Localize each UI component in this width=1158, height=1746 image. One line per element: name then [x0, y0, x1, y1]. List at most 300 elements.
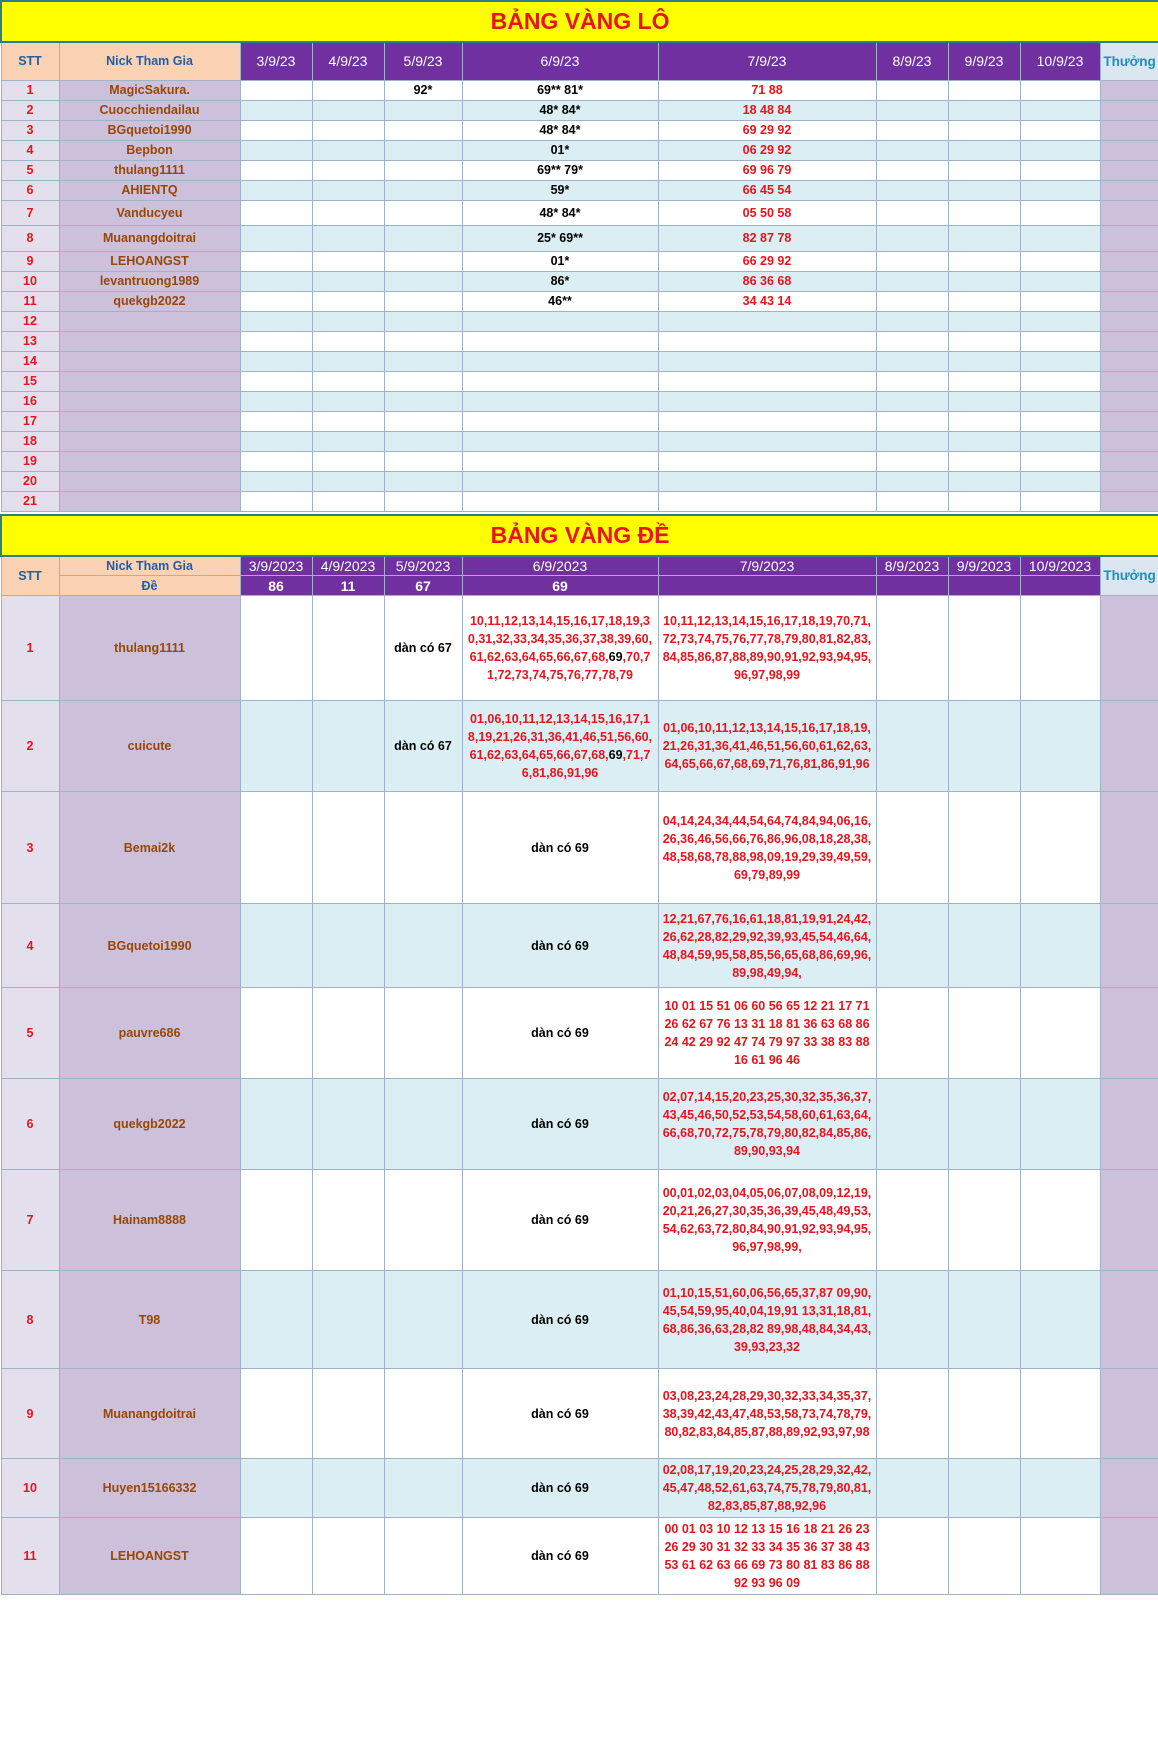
lo-cell-d8: [876, 100, 948, 120]
lo-cell-d7: 66 45 54: [658, 180, 876, 200]
lo-nick: [59, 411, 240, 431]
de-cell-d8: [876, 792, 948, 904]
de-cell-d5: [384, 1369, 462, 1459]
lo-nick: [59, 311, 240, 331]
de-cell-d5: [384, 904, 462, 988]
de-cell-d4: [312, 1079, 384, 1170]
lo-cell-d5: [384, 331, 462, 351]
lo-nick: [59, 471, 240, 491]
de-cell-d5: [384, 1518, 462, 1595]
lo-cell-d5: [384, 391, 462, 411]
de-result: 11: [312, 576, 384, 596]
lo-cell-d9: [948, 200, 1020, 225]
lo-table-row: [1, 200, 1158, 225]
lo-stt: 17: [1, 411, 59, 431]
de-nick: T98: [59, 1271, 240, 1369]
de-cell-d7: 00 01 03 10 12 13 15 16 18 21 26 23 26 29 30 31 32 33 34 35 36 37 38 43 53 61 62 63 66 69 73 80 81 83 86 88 92 93 96 09: [658, 1518, 876, 1595]
de-cell-d6: [462, 904, 658, 988]
lo-header-date: 10/9/23: [1020, 42, 1100, 80]
lo-cell-d9: [948, 451, 1020, 471]
lo-cell-d8: [876, 311, 948, 331]
de-cell-thuong: [1100, 1079, 1158, 1170]
lo-table-row: [1, 491, 1158, 511]
de-cell-thuong: [1100, 792, 1158, 904]
de-cell-d3: [240, 904, 312, 988]
de-d6-numbers: dàn có 69: [531, 1312, 589, 1327]
lo-table-row: [1, 80, 1158, 100]
de-cell-d3: [240, 1170, 312, 1271]
lo-stt: 1: [1, 80, 59, 100]
lo-cell-d3: [240, 411, 312, 431]
lo-cell-d4: [312, 371, 384, 391]
lo-cell-d8: [876, 271, 948, 291]
lo-cell-d9: [948, 411, 1020, 431]
lo-cell-d7: 06 29 92: [658, 140, 876, 160]
lo-cell-thuong: [1100, 351, 1158, 371]
de-cell-d4: [312, 701, 384, 792]
lo-header-date: 4/9/23: [312, 42, 384, 80]
lo-cell-d10: [1020, 331, 1100, 351]
lo-table-row: [1, 180, 1158, 200]
de-d6-numbers: dàn có 69: [531, 1213, 589, 1227]
de-cell-d5: dàn có 67: [384, 596, 462, 701]
de-cell-d10: [1020, 701, 1100, 792]
lo-cell-d5: [384, 251, 462, 271]
de-cell-d4: [312, 988, 384, 1079]
lo-cell-d5: [384, 431, 462, 451]
lo-cell-d4: [312, 120, 384, 140]
de-cell-d8: [876, 904, 948, 988]
lo-cell-d9: [948, 431, 1020, 451]
de-cell-d10: [1020, 596, 1100, 701]
de-cell-d5: dàn có 67: [384, 701, 462, 792]
lo-cell-d4: [312, 391, 384, 411]
de-d6-numbers: dàn có 69: [531, 1026, 589, 1040]
de-d6-hit: 69: [608, 748, 623, 762]
lo-cell-thuong: [1100, 371, 1158, 391]
lo-cell-d4: [312, 271, 384, 291]
lo-nick: thulang1111: [59, 160, 240, 180]
lo-cell-thuong: [1100, 160, 1158, 180]
lo-cell-d6: 69** 79*: [462, 160, 658, 180]
de-nick: Huyen15166332: [59, 1459, 240, 1518]
de-cell-d4: [312, 792, 384, 904]
lo-cell-d6: [462, 351, 658, 371]
de-cell-d3: [240, 1079, 312, 1170]
lo-cell-d3: [240, 431, 312, 451]
lo-cell-d8: [876, 200, 948, 225]
lo-cell-d10: [1020, 311, 1100, 331]
de-stt: 6: [1, 1079, 59, 1170]
lo-cell-d10: [1020, 271, 1100, 291]
lo-cell-d8: [876, 120, 948, 140]
de-nick: quekgb2022: [59, 1079, 240, 1170]
lo-cell-d7: [658, 391, 876, 411]
lo-cell-thuong: [1100, 291, 1158, 311]
lo-cell-d6: 69** 81*: [462, 80, 658, 100]
de-cell-d8: [876, 1369, 948, 1459]
lo-nick: [59, 371, 240, 391]
de-result: [658, 576, 876, 596]
lo-cell-d7: [658, 491, 876, 511]
de-table-row: [1, 904, 1158, 988]
de-stt: 4: [1, 904, 59, 988]
lo-cell-d9: [948, 225, 1020, 251]
lo-cell-thuong: [1100, 251, 1158, 271]
de-cell-d6: [462, 1170, 658, 1271]
de-cell-d10: [1020, 1170, 1100, 1271]
de-header-date: 5/9/2023: [384, 556, 462, 576]
de-cell-thuong: [1100, 904, 1158, 988]
lo-cell-d6: [462, 471, 658, 491]
lo-cell-d9: [948, 471, 1020, 491]
de-cell-d6: [462, 1079, 658, 1170]
de-d6-numbers-rest: ,71,76,81,86,91,96: [521, 748, 651, 780]
lo-cell-d7: [658, 471, 876, 491]
lo-table-row: [1, 251, 1158, 271]
lo-header-date: 9/9/23: [948, 42, 1020, 80]
lo-nick: BGquetoi1990: [59, 120, 240, 140]
lo-cell-d7: 71 88: [658, 80, 876, 100]
lo-cell-d5: [384, 291, 462, 311]
de-stt: 9: [1, 1369, 59, 1459]
lo-cell-d7: [658, 411, 876, 431]
de-nick: thulang1111: [59, 596, 240, 701]
de-cell-d9: [948, 596, 1020, 701]
de-cell-d4: [312, 1170, 384, 1271]
lo-cell-d3: [240, 180, 312, 200]
lo-cell-d5: [384, 120, 462, 140]
de-cell-d9: [948, 792, 1020, 904]
de-cell-d8: [876, 701, 948, 792]
de-nick: pauvre686: [59, 988, 240, 1079]
de-cell-d4: [312, 596, 384, 701]
de-header-date: 4/9/2023: [312, 556, 384, 576]
lo-cell-d10: [1020, 251, 1100, 271]
lo-cell-d4: [312, 471, 384, 491]
lo-table-row: [1, 451, 1158, 471]
lo-header-date: 3/9/23: [240, 42, 312, 80]
de-result: 86: [240, 576, 312, 596]
lo-cell-d8: [876, 351, 948, 371]
lo-cell-d6: [462, 451, 658, 471]
lo-cell-d5: [384, 100, 462, 120]
lo-table-row: [1, 160, 1158, 180]
lo-cell-d3: [240, 100, 312, 120]
lo-stt: 4: [1, 140, 59, 160]
de-table-row: [1, 1271, 1158, 1369]
de-cell-d7: 01,06,10,11,12,13,14,15,16,17,18,19,21,26,31,36,41,46,51,56,60,61,62,63,64,65,66,67,68,69,71,76,81,86,91,96: [658, 701, 876, 792]
lo-cell-d8: [876, 291, 948, 311]
de-cell-thuong: [1100, 1170, 1158, 1271]
de-cell-d8: [876, 1518, 948, 1595]
lo-title: BẢNG VÀNG LÔ: [1, 1, 1158, 42]
de-cell-d10: [1020, 1459, 1100, 1518]
lo-cell-thuong: [1100, 471, 1158, 491]
de-result: 69: [462, 576, 658, 596]
de-cell-d9: [948, 1079, 1020, 1170]
lo-cell-thuong: [1100, 311, 1158, 331]
de-d6-numbers: dàn có 69: [531, 938, 589, 953]
lo-table-row: [1, 311, 1158, 331]
lo-cell-d4: [312, 251, 384, 271]
de-cell-d9: [948, 1518, 1020, 1595]
lo-cell-d10: [1020, 200, 1100, 225]
de-cell-d7: 02,08,17,19,20,23,24,25,28,29,32,42,45,47,48,52,61,63,74,75,78,79,80,81,82,83,85,87,88,92,96: [658, 1459, 876, 1518]
de-d6-numbers: dàn có 69: [531, 840, 589, 855]
de-header-thuong: Thưởng: [1100, 556, 1158, 596]
lo-cell-d10: [1020, 291, 1100, 311]
lo-cell-d7: [658, 351, 876, 371]
de-cell-d3: [240, 596, 312, 701]
lo-cell-d3: [240, 331, 312, 351]
lo-cell-d6: 48* 84*: [462, 100, 658, 120]
lo-stt: 15: [1, 371, 59, 391]
de-nick: cuicute: [59, 701, 240, 792]
de-cell-d6: [462, 1271, 658, 1369]
lo-cell-d5: [384, 351, 462, 371]
lo-nick: [59, 331, 240, 351]
lo-cell-d3: [240, 451, 312, 471]
lo-table-row: [1, 291, 1158, 311]
lo-cell-d8: [876, 140, 948, 160]
lo-nick: Bepbon: [59, 140, 240, 160]
lo-cell-d4: [312, 351, 384, 371]
lo-cell-d7: [658, 311, 876, 331]
lo-cell-d9: [948, 140, 1020, 160]
de-cell-thuong: [1100, 1518, 1158, 1595]
de-table-row: [1, 701, 1158, 792]
lo-table-row: [1, 100, 1158, 120]
lo-cell-d7: [658, 431, 876, 451]
de-nick: BGquetoi1990: [59, 904, 240, 988]
de-nick: LEHOANGST: [59, 1518, 240, 1595]
lo-cell-d10: [1020, 351, 1100, 371]
de-cell-thuong: [1100, 1271, 1158, 1369]
lo-cell-d9: [948, 291, 1020, 311]
lo-cell-d5: [384, 311, 462, 331]
de-stt: 11: [1, 1518, 59, 1595]
lo-cell-d3: [240, 471, 312, 491]
lo-cell-d3: [240, 200, 312, 225]
lo-cell-d10: [1020, 120, 1100, 140]
lo-cell-d7: 69 29 92: [658, 120, 876, 140]
de-table-row: [1, 792, 1158, 904]
lo-nick: Vanducyeu: [59, 200, 240, 225]
lo-cell-thuong: [1100, 80, 1158, 100]
lo-cell-d7: 18 48 84: [658, 100, 876, 120]
lo-cell-d6: 48* 84*: [462, 200, 658, 225]
lo-stt: 8: [1, 225, 59, 251]
lo-cell-d4: [312, 311, 384, 331]
de-cell-d9: [948, 1369, 1020, 1459]
lo-cell-thuong: [1100, 140, 1158, 160]
de-cell-thuong: [1100, 596, 1158, 701]
lo-cell-d6: [462, 331, 658, 351]
lo-cell-d9: [948, 331, 1020, 351]
lo-cell-d9: [948, 491, 1020, 511]
lo-header-thuong: Thưởng: [1100, 42, 1158, 80]
lo-cell-d5: [384, 160, 462, 180]
lo-cell-d7: 66 29 92: [658, 251, 876, 271]
de-cell-d6: [462, 1369, 658, 1459]
lo-cell-thuong: [1100, 120, 1158, 140]
lo-nick: LEHOANGST: [59, 251, 240, 271]
lo-nick: [59, 451, 240, 471]
lo-table-row: [1, 120, 1158, 140]
lo-cell-d10: [1020, 451, 1100, 471]
lo-header-row: [1, 42, 1158, 80]
lo-cell-d6: 59*: [462, 180, 658, 200]
lo-cell-d8: [876, 225, 948, 251]
de-cell-d7: 02,07,14,15,20,23,25,30,32,35,36,37,43,45,46,50,52,53,54,58,60,61,63,64,66,68,70,72,75,78,79,80,82,84,85,86,89,90,93,94: [658, 1079, 876, 1170]
lo-cell-d4: [312, 491, 384, 511]
de-cell-d5: [384, 792, 462, 904]
de-stt: 5: [1, 988, 59, 1079]
de-cell-d10: [1020, 1271, 1100, 1369]
lo-cell-d7: [658, 331, 876, 351]
de-cell-d6: [462, 701, 658, 792]
lo-table-row: [1, 411, 1158, 431]
lo-stt: 7: [1, 200, 59, 225]
lo-cell-thuong: [1100, 271, 1158, 291]
lo-cell-d3: [240, 160, 312, 180]
lo-nick: Muanangdoitrai: [59, 225, 240, 251]
de-title: BẢNG VÀNG ĐỀ: [1, 515, 1158, 556]
lo-header-date: 6/9/23: [462, 42, 658, 80]
lo-cell-thuong: [1100, 225, 1158, 251]
lo-cell-d7: 82 87 78: [658, 225, 876, 251]
de-table: [0, 514, 1158, 1596]
lo-cell-d7: 05 50 58: [658, 200, 876, 225]
lo-cell-d9: [948, 371, 1020, 391]
de-header-date: 8/9/2023: [876, 556, 948, 576]
lo-cell-d9: [948, 391, 1020, 411]
lo-cell-d10: [1020, 471, 1100, 491]
lo-header-date: 7/9/23: [658, 42, 876, 80]
lo-cell-d8: [876, 80, 948, 100]
lo-cell-d5: [384, 371, 462, 391]
lo-cell-d3: [240, 311, 312, 331]
lo-cell-d9: [948, 120, 1020, 140]
de-cell-d6: [462, 1459, 658, 1518]
lo-cell-thuong: [1100, 391, 1158, 411]
lo-cell-d3: [240, 391, 312, 411]
de-cell-d8: [876, 1079, 948, 1170]
de-cell-d10: [1020, 1518, 1100, 1595]
lo-stt: 10: [1, 271, 59, 291]
lo-cell-d4: [312, 160, 384, 180]
lo-stt: 21: [1, 491, 59, 511]
de-cell-d9: [948, 1271, 1020, 1369]
de-d6-numbers: 01,06,10,11,12,13,14,15,16,17,18,19,21,26,31,36,41,46,51,56,60,61,62,63,64,65,66,67,68,: [467, 712, 653, 762]
lo-cell-d8: [876, 411, 948, 431]
lo-cell-thuong: [1100, 431, 1158, 451]
de-stt: 3: [1, 792, 59, 904]
de-cell-d10: [1020, 792, 1100, 904]
de-cell-d3: [240, 988, 312, 1079]
lo-cell-d8: [876, 431, 948, 451]
lo-stt: 20: [1, 471, 59, 491]
lo-cell-d4: [312, 291, 384, 311]
de-table-row: [1, 1079, 1158, 1170]
de-cell-d10: [1020, 1079, 1100, 1170]
de-d6-numbers: dàn có 69: [531, 1117, 589, 1131]
lo-cell-d5: [384, 411, 462, 431]
lo-stt: 12: [1, 311, 59, 331]
lo-cell-d3: [240, 140, 312, 160]
lo-cell-d6: [462, 491, 658, 511]
lo-nick: [59, 351, 240, 371]
de-cell-d8: [876, 988, 948, 1079]
lo-header-date: 8/9/23: [876, 42, 948, 80]
lo-table-row: [1, 371, 1158, 391]
lo-stt: 11: [1, 291, 59, 311]
de-cell-thuong: [1100, 701, 1158, 792]
de-stt: 2: [1, 701, 59, 792]
lo-nick: [59, 431, 240, 451]
de-cell-d7: 10 01 15 51 06 60 56 65 12 21 17 71 26 62 67 76 13 31 18 81 36 63 68 86 24 42 29 92 47 74 79 97 33 38 83 88 16 61 96 46: [658, 988, 876, 1079]
de-cell-d4: [312, 1369, 384, 1459]
de-table-row: [1, 1459, 1158, 1518]
lo-cell-d6: [462, 371, 658, 391]
de-table-row: [1, 1369, 1158, 1459]
lo-cell-d5: [384, 180, 462, 200]
de-cell-d8: [876, 596, 948, 701]
de-cell-d3: [240, 1459, 312, 1518]
lo-cell-thuong: [1100, 180, 1158, 200]
lo-table-row: [1, 331, 1158, 351]
lo-stt: 3: [1, 120, 59, 140]
lo-cell-d5: 92*: [384, 80, 462, 100]
lo-cell-d10: [1020, 225, 1100, 251]
de-cell-d10: [1020, 904, 1100, 988]
de-cell-d5: [384, 1170, 462, 1271]
lo-table-row: [1, 225, 1158, 251]
lo-cell-d4: [312, 411, 384, 431]
lo-stt: 18: [1, 431, 59, 451]
lo-cell-d9: [948, 311, 1020, 331]
lo-cell-d5: [384, 225, 462, 251]
de-nick: Hainam8888: [59, 1170, 240, 1271]
lo-table-row: [1, 351, 1158, 371]
lo-cell-d10: [1020, 491, 1100, 511]
lo-stt: 5: [1, 160, 59, 180]
lo-cell-d6: 46**: [462, 291, 658, 311]
lo-cell-d7: 34 43 14: [658, 291, 876, 311]
lo-cell-d8: [876, 180, 948, 200]
de-d6-numbers: 10,11,12,13,14,15,16,17,18,19,30,31,32,33,34,35,36,37,38,39,60,61,62,63,64,65,66,67,68,: [467, 614, 653, 664]
lo-cell-d4: [312, 431, 384, 451]
lo-cell-d6: [462, 411, 658, 431]
lo-cell-d10: [1020, 391, 1100, 411]
lo-cell-d8: [876, 331, 948, 351]
de-cell-d5: [384, 1079, 462, 1170]
de-d6-numbers: dàn có 69: [531, 1481, 589, 1495]
lo-cell-d6: 86*: [462, 271, 658, 291]
lo-cell-d6: 48* 84*: [462, 120, 658, 140]
lo-table-row: [1, 140, 1158, 160]
lo-table-row: [1, 271, 1158, 291]
de-cell-d3: [240, 1518, 312, 1595]
lo-cell-thuong: [1100, 451, 1158, 471]
lo-cell-d6: [462, 391, 658, 411]
de-table-row: [1, 596, 1158, 701]
lo-cell-d10: [1020, 371, 1100, 391]
lo-cell-d8: [876, 451, 948, 471]
lo-cell-d6: [462, 311, 658, 331]
de-header-stt: STT: [1, 556, 59, 596]
